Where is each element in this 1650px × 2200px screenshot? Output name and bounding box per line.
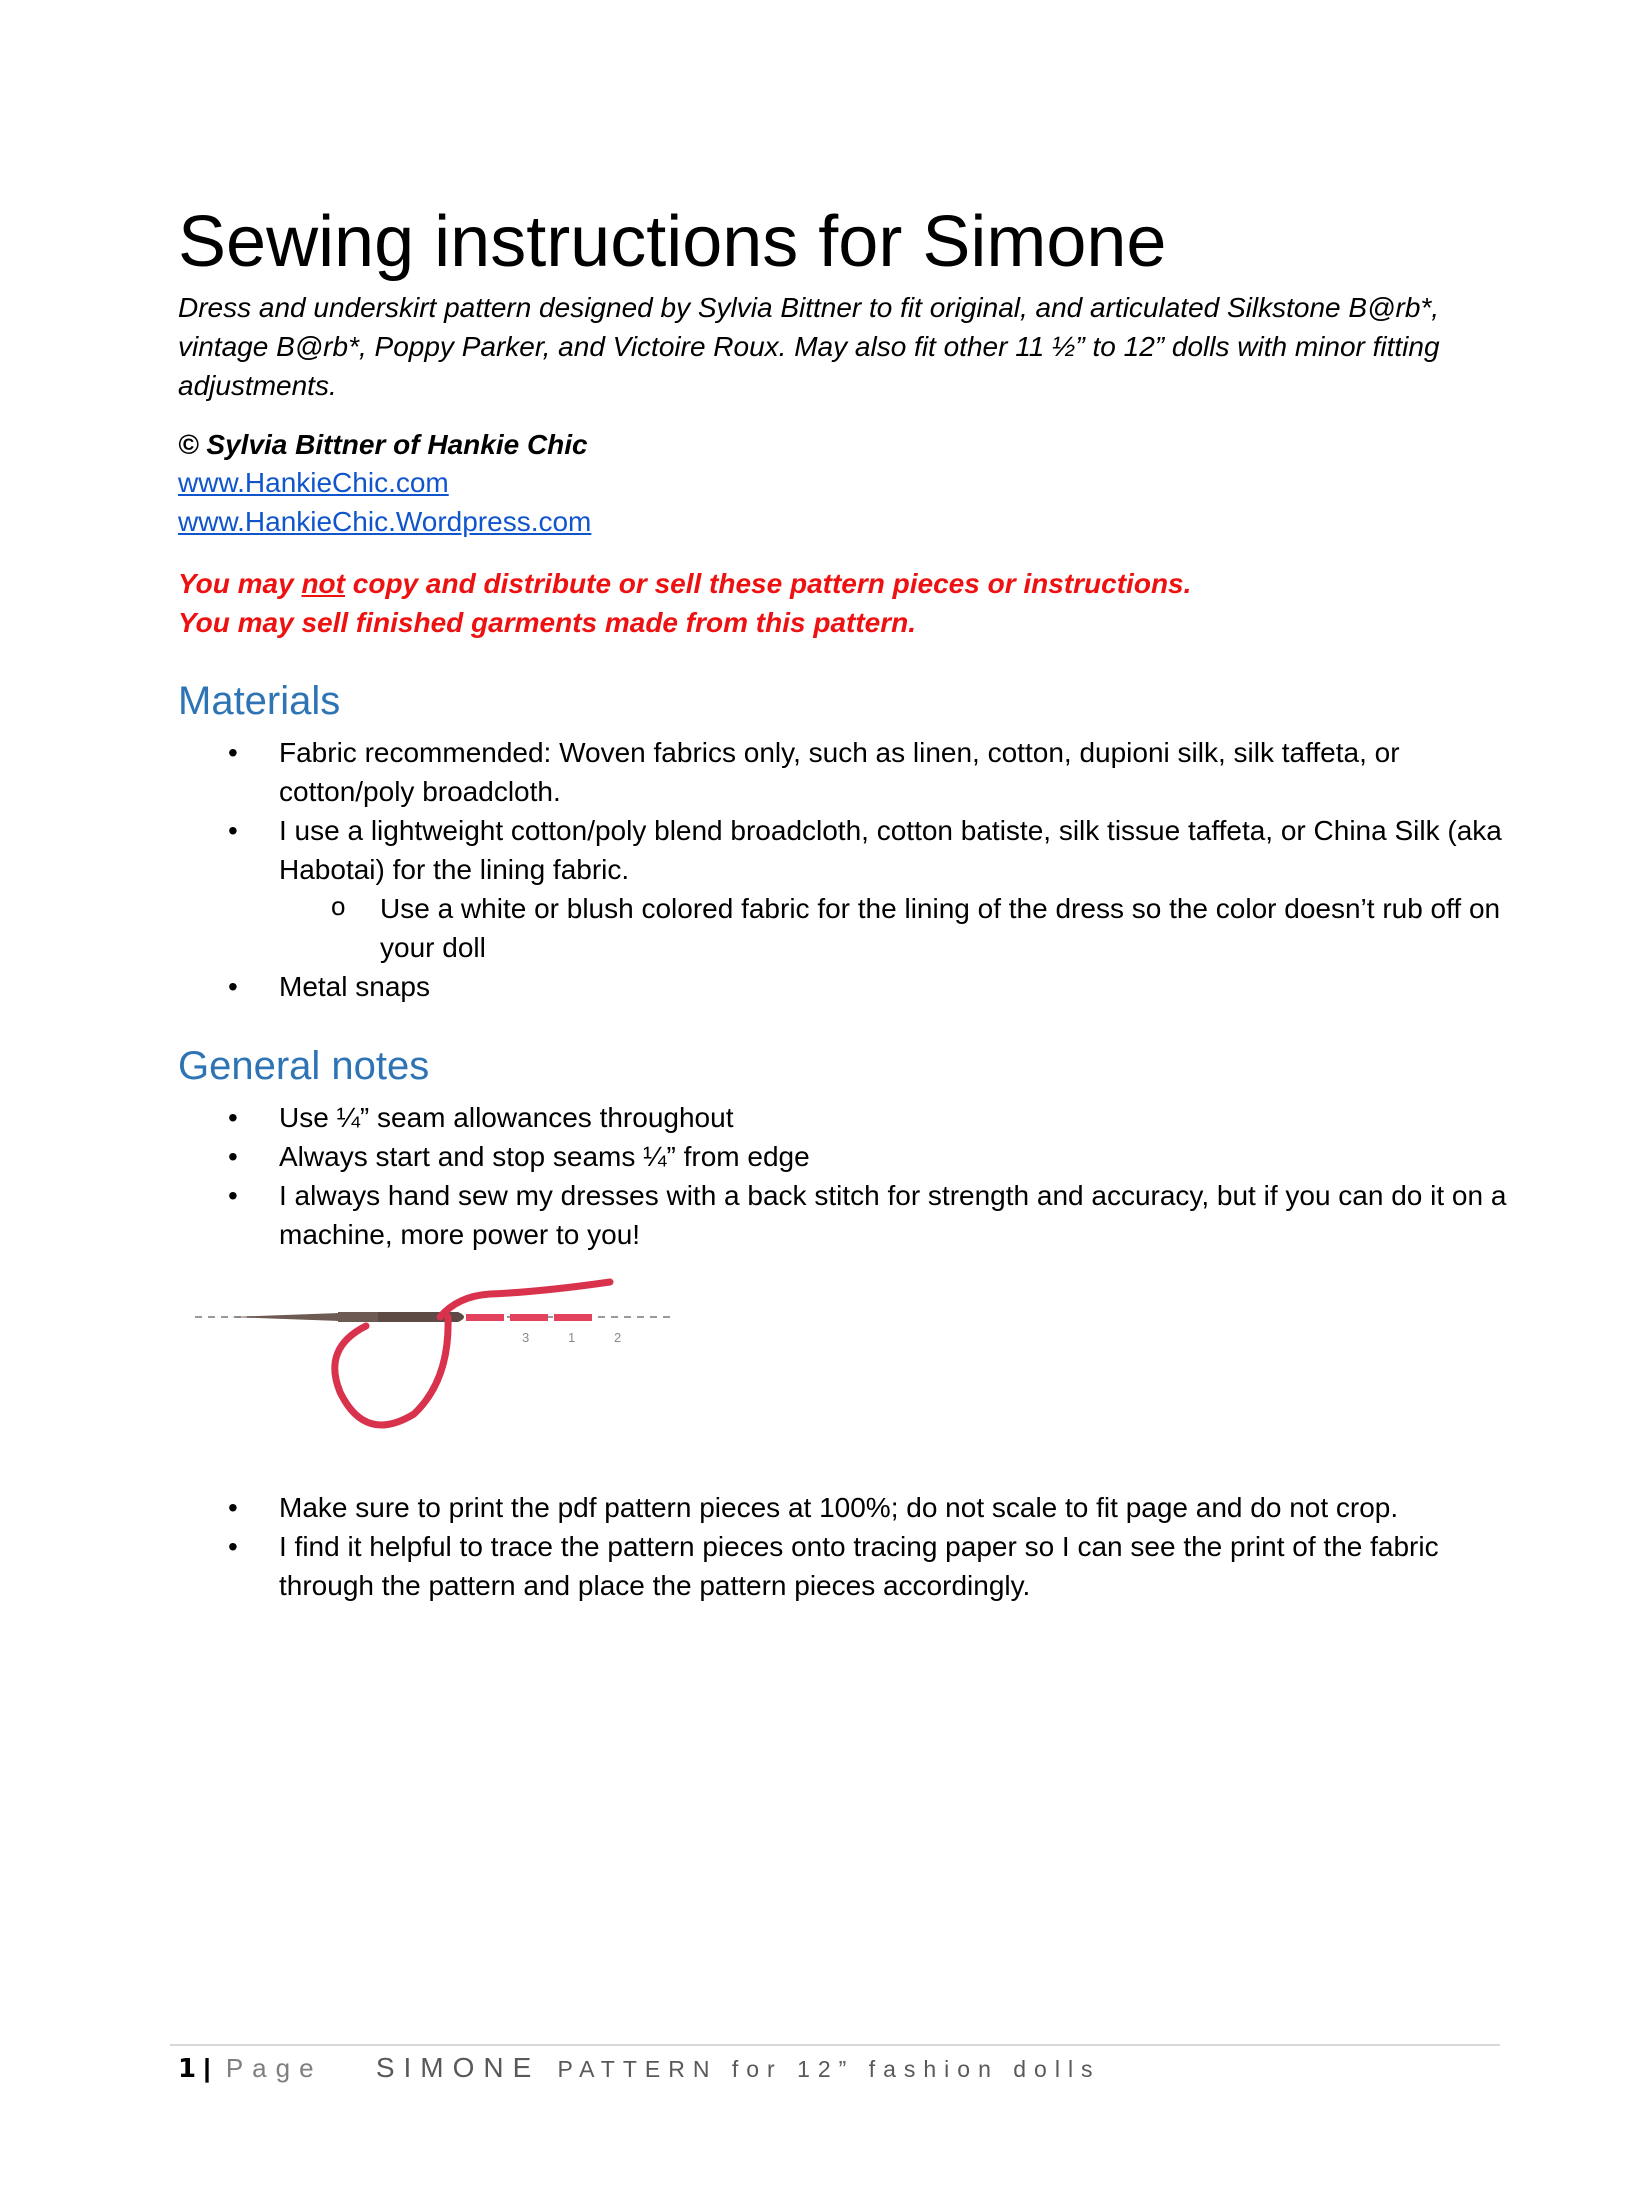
list-item-text: I find it helpful to trace the pattern pieces onto tracing paper so I can see the print of the fabric through the pattern and place the pattern pieces accordingly. <box>279 1531 1439 1601</box>
materials-list <box>178 733 1508 1006</box>
circle-bullet-icon: o <box>331 891 346 921</box>
list-item-text: Use ¼” seam allowances throughout <box>279 1102 734 1133</box>
bullet-icon: • <box>228 1180 238 1211</box>
page-footer <box>178 2050 1101 2087</box>
bullet-icon: • <box>228 1531 238 1562</box>
footer-pattern-desc: PATTERN for 12” fashion dolls <box>557 2056 1101 2082</box>
notes-list-top <box>178 1098 1508 1254</box>
bullet-icon: • <box>228 737 238 768</box>
list-item <box>178 1098 1508 1137</box>
thread-tail <box>440 1282 610 1317</box>
thread-loop <box>335 1317 448 1425</box>
warning-line-1 <box>178 564 1191 603</box>
general-notes-heading: General notes <box>178 1044 430 1088</box>
stitch-segment <box>466 1314 504 1321</box>
needle-tip <box>230 1313 340 1321</box>
list-item <box>178 967 1508 1006</box>
bullet-icon: • <box>228 1492 238 1523</box>
list-item-text: Fabric recommended: Woven fabrics only, such as linen, cotton, dupioni silk, silk taffeta, or cotton/poly broadcloth. <box>279 737 1400 807</box>
sub-list-item-text: Use a white or blush colored fabric for the lining of the dress so the color doesn’t rub off on your doll <box>380 893 1501 963</box>
stitch-label-2: 2 <box>614 1330 622 1345</box>
list-item <box>178 1137 1508 1176</box>
list-item-text: Always start and stop seams ¼” from edge <box>279 1141 810 1172</box>
bullet-icon: • <box>228 1102 238 1133</box>
website-link[interactable]: www.HankieChic.com <box>178 467 449 498</box>
list-item <box>178 811 1508 889</box>
stitch-segment <box>554 1314 592 1321</box>
list-item <box>178 733 1508 811</box>
footer-divider <box>170 2044 1500 2046</box>
warning-line-2: You may sell finished garments made from this pattern. <box>178 607 917 638</box>
notes-list-bottom <box>178 1488 1508 1605</box>
needle-shaft <box>338 1312 378 1322</box>
list-item-text: I always hand sew my dresses with a back stitch for strength and accuracy, but if you can do it on a machine, more power to you! <box>279 1180 1507 1250</box>
list-item <box>178 1176 1508 1254</box>
bullet-icon: • <box>228 971 238 1002</box>
list-item-text: Metal snaps <box>279 971 430 1002</box>
warning-not: not <box>301 568 345 599</box>
back-stitch-illustration <box>190 1262 670 1437</box>
document-subtitle: Dress and underskirt pattern designed by Sylvia Bittner to fit original, and articulated Silkstone B@rb*, vintage B@rb*, Poppy Parker, and Victoire Roux. May also fit other 11 ½” to 12” dolls with minor fitting adjustments. <box>178 292 1440 401</box>
copyright-line: © Sylvia Bittner of Hankie Chic <box>178 429 588 460</box>
list-item <box>178 1488 1508 1527</box>
bullet-icon: • <box>228 1141 238 1172</box>
materials-heading: Materials <box>178 679 341 723</box>
bullet-icon: • <box>228 815 238 846</box>
stitch-label-3: 3 <box>522 1330 530 1345</box>
page-number: 1 <box>178 2054 197 2084</box>
list-item-text: I use a lightweight cotton/poly blend broadcloth, cotton batiste, silk tissue taffeta, or China Silk (aka Habotai) for the lining fabric. <box>279 815 1502 885</box>
warning-text-pre: You may <box>178 568 302 599</box>
list-item-text: Make sure to print the pdf pattern pieces at 100%; do not scale to fit page and do not crop. <box>279 1492 1399 1523</box>
stitch-label-1: 1 <box>568 1330 576 1345</box>
footer-separator: | <box>203 2053 211 2083</box>
list-item <box>178 1527 1508 1605</box>
footer-page-word: Page <box>225 2053 323 2083</box>
warning-text-post: copy and distribute or sell these pattern pieces or instructions. <box>344 568 1192 599</box>
sub-list-item <box>178 889 1508 967</box>
blog-link[interactable]: www.HankieChic.Wordpress.com <box>178 506 592 537</box>
stitch-segment <box>510 1314 548 1321</box>
document-title: Sewing instructions for Simone <box>178 202 1167 282</box>
footer-pattern-name: SIMONE <box>375 2052 541 2083</box>
